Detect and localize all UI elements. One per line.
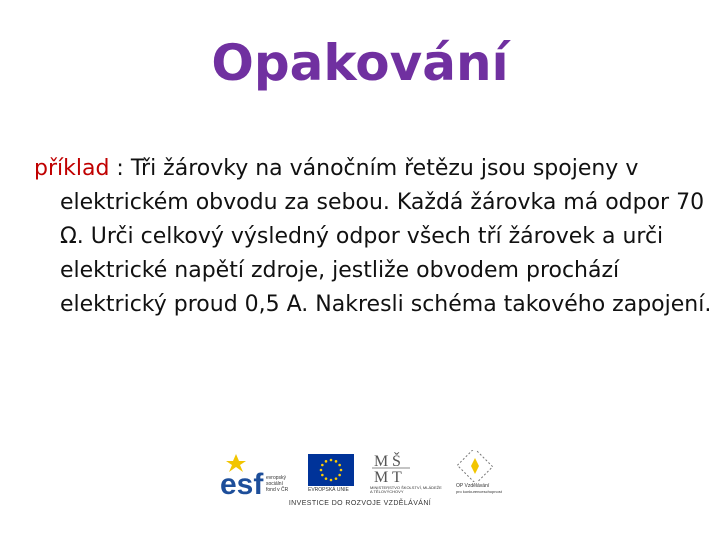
exercise-label: příklad xyxy=(34,156,110,181)
eu-star xyxy=(330,479,333,482)
op-vk-icon xyxy=(448,450,508,482)
eu-star xyxy=(340,469,343,472)
op-vk-logo xyxy=(448,450,508,496)
eu-flag-icon xyxy=(308,454,354,486)
esf-line-1: evropský xyxy=(266,475,287,481)
slide-title: Opakování xyxy=(211,34,509,92)
eu-star xyxy=(320,469,323,472)
eu-star xyxy=(338,464,341,467)
eu-star xyxy=(321,464,324,467)
esf-line-3: fond v ČR xyxy=(266,487,289,493)
esf-line-2: sociální xyxy=(266,481,283,487)
svg-text:M: M xyxy=(374,469,389,484)
op-label-2: pro konkurenceschopnost xyxy=(456,489,502,494)
esf-icon xyxy=(218,452,304,496)
eu-star xyxy=(325,477,328,480)
eu-star xyxy=(321,474,324,477)
op-label-1: OP Vzdělávání xyxy=(456,483,490,489)
eu-star xyxy=(330,459,333,462)
footer-caption: INVESTICE DO ROZVOJE VZDĚLÁVÁNÍ xyxy=(288,500,432,507)
eu-star xyxy=(335,477,338,480)
eu-star xyxy=(338,474,341,477)
msmt-icon xyxy=(370,450,440,484)
svg-text:T: T xyxy=(392,469,402,484)
exercise-text xyxy=(34,152,720,322)
eu-star xyxy=(335,460,338,463)
label-separator: : xyxy=(109,156,131,181)
svg-text:esf: esf xyxy=(220,468,264,496)
eu-label: EVROPSKÁ UNIE xyxy=(308,487,349,493)
svg-text:M: M xyxy=(374,453,389,470)
esf-logo xyxy=(218,452,304,496)
exercise-body: Tři žárovky na vánočním řetězu jsou spojeny v elektrickém obvodu za sebou. Každá žárovka má odpor 70 Ω. Urči celkový výsledný odpor všech tří žárovek a urči elektrické napětí zdroje, jestliže obvodem prochází elektrický proud 0,5 A. Nakresli schéma takového zapojení. xyxy=(60,156,712,317)
msmt-logo xyxy=(370,450,440,496)
eu-star xyxy=(325,460,328,463)
svg-text:Š: Š xyxy=(392,453,401,470)
eu-logo xyxy=(308,454,354,498)
msmt-label: MINISTERSTVO ŠKOLSTVÍ, MLÁDEŽE A TĚLOVÝCHOVY xyxy=(370,485,442,494)
